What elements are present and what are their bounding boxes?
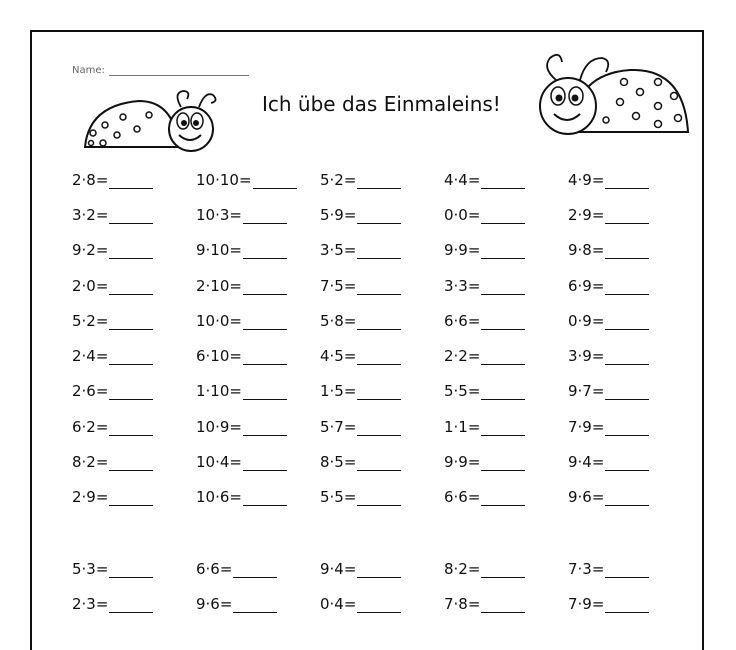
exercise-question: 7·9= [568,417,605,436]
exercise-question: 6·6= [196,559,233,578]
exercise-row [72,162,692,197]
exercise-question: 2·3= [72,594,109,613]
exercise-row [72,374,692,409]
exercise-item [320,560,444,578]
answer-blank[interactable] [243,315,287,330]
answer-blank[interactable] [605,491,649,506]
answer-blank[interactable] [109,563,153,578]
answer-blank[interactable] [109,598,153,613]
exercise-question: 0·9= [568,311,605,330]
exercise-item [444,171,568,189]
exercise-item [444,206,568,224]
exercise-item [568,595,692,613]
exercise-question: 3·2= [72,205,109,224]
exercise-item [568,453,692,471]
name-label: Name: [72,65,105,76]
exercise-item [72,312,196,330]
exercise-question: 7·9= [568,594,605,613]
exercise-item [72,595,196,613]
exercise-item [196,382,320,400]
answer-blank[interactable] [357,209,401,224]
exercise-question: 6·2= [72,417,109,436]
exercise-item [196,453,320,471]
exercise-question: 5·5= [444,382,481,401]
exercise-row [72,268,692,303]
exercise-item [72,488,196,506]
exercise-item [444,418,568,436]
exercise-question: 3·9= [568,347,605,366]
exercise-item [320,488,444,506]
exercise-item [72,206,196,224]
answer-blank[interactable] [243,350,287,365]
answer-blank[interactable] [109,456,153,471]
exercise-question: 5·2= [72,311,109,330]
answer-blank[interactable] [481,244,525,259]
exercise-row [72,444,692,479]
exercise-question: 4·4= [444,170,481,189]
exercise-item [444,595,568,613]
answer-blank[interactable] [605,280,649,295]
exercise-question: 9·7= [568,382,605,401]
answer-blank[interactable] [481,598,525,613]
exercise-question: 9·4= [568,453,605,472]
exercise-item [196,418,320,436]
answer-blank[interactable] [253,174,297,189]
exercise-question: 9·9= [444,453,481,472]
worksheet [30,30,704,650]
exercise-item [320,312,444,330]
exercise-item [196,241,320,259]
exercise-item [568,418,692,436]
exercise-item [568,241,692,259]
answer-blank[interactable] [605,209,649,224]
exercise-question: 0·0= [444,205,481,224]
exercise-item [196,277,320,295]
exercise-item [196,206,320,224]
exercise-item [196,595,320,613]
exercise-question: 9·6= [568,488,605,507]
exercise-question: 10·9= [196,417,242,436]
exercise-item [196,488,320,506]
answer-blank[interactable] [357,456,401,471]
exercise-question: 6·6= [444,488,481,507]
exercise-item [72,560,196,578]
exercise-question: 9·6= [196,594,233,613]
exercise-question: 5·9= [320,205,357,224]
answer-blank[interactable] [109,174,153,189]
exercise-question: 5·3= [72,559,109,578]
exercise-item [196,347,320,365]
exercise-question: 5·2= [320,170,357,189]
exercise-item [72,418,196,436]
exercise-question: 6·10= [196,347,242,366]
exercise-item [320,206,444,224]
answer-blank[interactable] [605,598,649,613]
exercise-item [196,312,320,330]
answer-blank[interactable] [243,491,287,506]
exercise-item [444,382,568,400]
exercise-question: 10·0= [196,311,242,330]
exercise-item [320,595,444,613]
exercise-row [72,586,692,621]
exercise-question: 8·2= [72,453,109,472]
exercise-item [72,347,196,365]
ladybug-icon [512,44,692,136]
exercise-item [444,312,568,330]
exercise-item [196,560,320,578]
exercise-grid [72,162,692,622]
exercise-item [72,453,196,471]
exercise-question: 9·9= [444,241,481,260]
exercise-question: 2·9= [72,488,109,507]
exercise-question: 9·4= [320,559,357,578]
answer-blank[interactable] [109,421,153,436]
exercise-item [320,382,444,400]
exercise-question: 10·10= [196,170,252,189]
exercise-question: 10·4= [196,453,242,472]
answer-blank[interactable] [109,491,153,506]
answer-blank[interactable] [481,491,525,506]
exercise-question: 2·6= [72,382,109,401]
exercise-question: 7·5= [320,276,357,295]
exercise-item [320,277,444,295]
answer-blank[interactable] [605,350,649,365]
answer-blank[interactable] [243,456,287,471]
exercise-question: 8·2= [444,559,481,578]
exercise-question: 8·5= [320,453,357,472]
exercise-question: 3·3= [444,276,481,295]
exercise-question: 9·2= [72,241,109,260]
exercise-question: 9·8= [568,241,605,260]
exercise-item [320,347,444,365]
answer-blank[interactable] [243,385,287,400]
answer-blank[interactable] [481,209,525,224]
answer-blank[interactable] [605,244,649,259]
exercise-question: 1·5= [320,382,357,401]
answer-blank[interactable] [481,350,525,365]
exercise-item [72,241,196,259]
answer-blank[interactable] [357,350,401,365]
exercise-item [568,347,692,365]
answer-blank[interactable] [481,421,525,436]
answer-blank[interactable] [243,244,287,259]
answer-blank[interactable] [357,315,401,330]
exercise-question: 2·8= [72,170,109,189]
exercise-row [72,409,692,444]
name-field[interactable] [72,65,249,76]
exercise-question: 3·5= [320,241,357,260]
answer-blank[interactable] [357,598,401,613]
exercise-question: 5·5= [320,488,357,507]
exercise-item [568,488,692,506]
exercise-question: 2·0= [72,276,109,295]
exercise-question: 0·4= [320,594,357,613]
answer-blank[interactable] [243,280,287,295]
exercise-item [568,277,692,295]
exercise-item [72,382,196,400]
answer-blank[interactable] [481,456,525,471]
exercise-row [72,197,692,232]
exercise-item [72,171,196,189]
exercise-item [320,171,444,189]
exercise-row [72,233,692,268]
answer-blank[interactable] [481,174,525,189]
answer-blank[interactable] [357,563,401,578]
answer-blank[interactable] [481,280,525,295]
exercise-question: 6·6= [444,311,481,330]
exercise-question: 1·10= [196,382,242,401]
exercise-item [444,277,568,295]
exercise-item [444,347,568,365]
answer-blank[interactable] [357,244,401,259]
exercise-question: 1·1= [444,417,481,436]
exercise-item [320,453,444,471]
answer-blank[interactable] [243,209,287,224]
exercise-question: 4·5= [320,347,357,366]
exercise-item [444,453,568,471]
exercise-item [320,418,444,436]
name-underline [109,65,249,76]
exercise-item [444,488,568,506]
exercise-question: 2·2= [444,347,481,366]
exercise-row [72,551,692,586]
answer-blank[interactable] [605,421,649,436]
exercise-item [320,241,444,259]
answer-blank[interactable] [357,385,401,400]
ladybug-icon [79,85,219,157]
answer-blank[interactable] [605,385,649,400]
exercise-question: 2·4= [72,347,109,366]
answer-blank[interactable] [109,244,153,259]
exercise-question: 10·3= [196,205,242,224]
answer-blank[interactable] [357,491,401,506]
answer-blank[interactable] [481,385,525,400]
exercise-question: 5·7= [320,417,357,436]
exercise-question: 7·3= [568,559,605,578]
answer-blank[interactable] [109,385,153,400]
exercise-item [568,382,692,400]
answer-blank[interactable] [481,315,525,330]
exercise-question: 6·9= [568,276,605,295]
exercise-item [568,312,692,330]
answer-blank[interactable] [109,315,153,330]
answer-blank[interactable] [481,563,525,578]
answer-blank[interactable] [605,315,649,330]
answer-blank[interactable] [605,174,649,189]
exercise-question: 2·10= [196,276,242,295]
exercise-question: 5·8= [320,311,357,330]
exercise-item [196,171,320,189]
exercise-question: 2·9= [568,205,605,224]
exercise-question: 9·10= [196,241,242,260]
exercise-row [72,480,692,515]
exercise-row [72,338,692,373]
exercise-question: 10·6= [196,488,242,507]
exercise-item [444,560,568,578]
exercise-item [568,560,692,578]
answer-blank[interactable] [109,209,153,224]
answer-blank[interactable] [243,421,287,436]
answer-blank[interactable] [605,563,649,578]
answer-blank[interactable] [109,350,153,365]
exercise-item [444,241,568,259]
answer-blank[interactable] [109,280,153,295]
answer-blank[interactable] [357,280,401,295]
answer-blank[interactable] [605,456,649,471]
exercise-row [72,303,692,338]
page-title: Ich übe das Einmaleins! [262,92,501,116]
answer-blank[interactable] [233,563,277,578]
exercise-question: 7·8= [444,594,481,613]
exercise-item [568,206,692,224]
answer-blank[interactable] [357,421,401,436]
answer-blank[interactable] [233,598,277,613]
exercise-item [72,277,196,295]
answer-blank[interactable] [357,174,401,189]
exercise-item [568,171,692,189]
exercise-question: 4·9= [568,170,605,189]
